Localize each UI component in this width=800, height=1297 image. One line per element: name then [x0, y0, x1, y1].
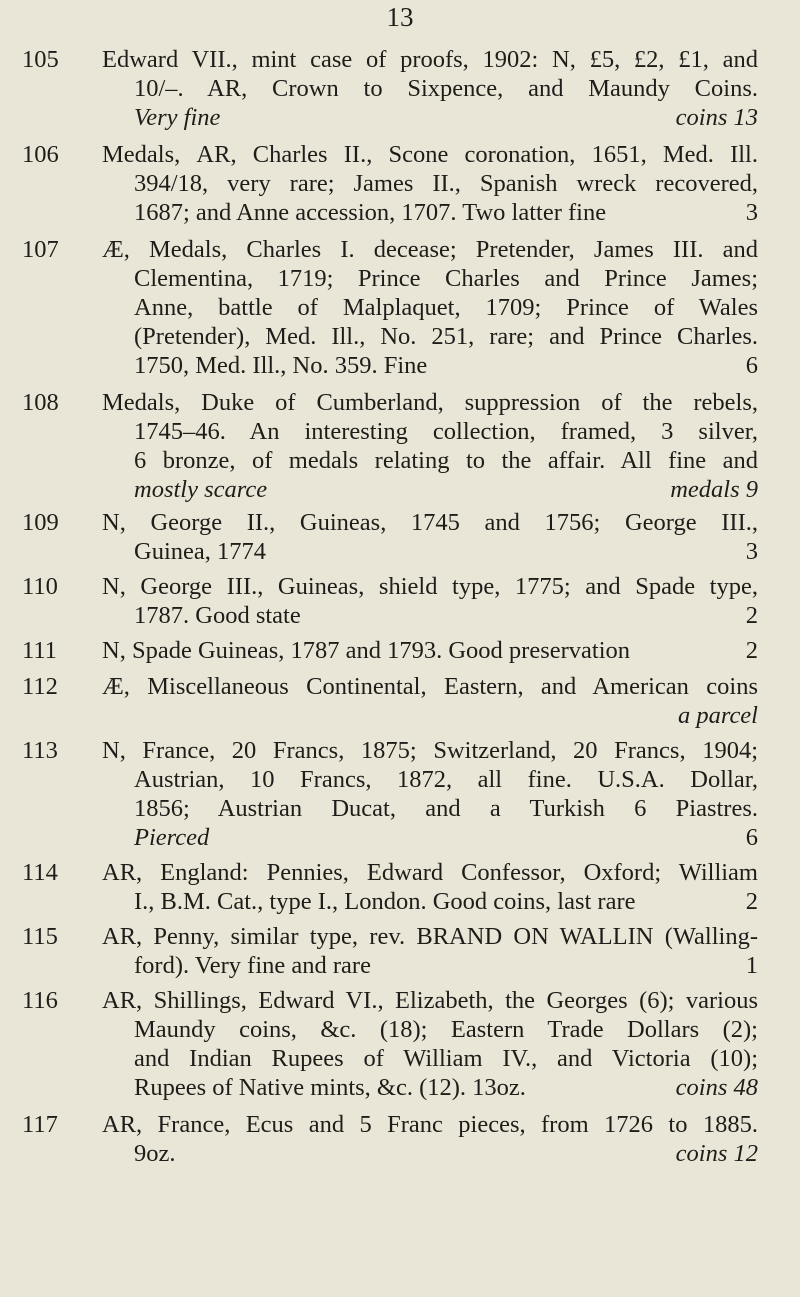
page-number: 13 — [386, 2, 414, 32]
lot-line: 1787. Good state 2 — [134, 602, 758, 629]
lot-quantity: medals 9 — [670, 476, 758, 503]
lot-description — [102, 508, 758, 566]
lot-line: Rupees of Native mints, &c. (12). 13oz. coins 48 — [134, 1074, 758, 1101]
lot-107 — [0, 235, 800, 380]
lot-quantity: 2 — [745, 602, 758, 629]
lot-108 — [0, 388, 800, 504]
lot-line: 1745–46. An interesting collection, framed, 3 silver, — [134, 418, 758, 445]
lot-line: Guinea, 1774 3 — [134, 538, 758, 565]
lot-112 — [0, 672, 800, 730]
lot-105 — [0, 45, 800, 132]
lot-116 — [0, 986, 800, 1102]
lot-quantity: 3 — [745, 538, 758, 565]
lot-line: ΑR, Shillings, Edward VI., Elizabeth, the Georges (6); various — [102, 987, 758, 1014]
lot-description — [102, 986, 758, 1102]
lot-line: Medals, ΑR, Charles II., Scone coronation, 1651, Med. Ill. — [102, 141, 758, 168]
lot-quantity: 6 — [745, 824, 758, 851]
lot-number: 109 — [22, 509, 59, 536]
lot-number: 113 — [22, 737, 58, 764]
lot-line: Anne, battle of Malplaquet, 1709; Prince of Wales — [134, 294, 758, 321]
lot-number: 116 — [22, 987, 58, 1014]
lot-description — [102, 736, 758, 852]
lot-number: 105 — [22, 46, 59, 73]
lot-line: 9oz. coins 12 — [134, 1140, 758, 1167]
lot-quantity: coins 12 — [675, 1140, 758, 1167]
lot-111 — [0, 636, 800, 665]
lot-quantity: 2 — [745, 637, 758, 664]
lot-number: 115 — [22, 923, 58, 950]
lot-description — [102, 572, 758, 630]
lot-quantity: 6 — [745, 352, 758, 379]
lot-line: ΑR, France, Ecus and 5 Franc pieces, from 1726 to 1885. — [102, 1111, 758, 1138]
lot-number: 108 — [22, 389, 59, 416]
lot-number: 117 — [22, 1111, 58, 1138]
lot-line: Ν, France, 20 Francs, 1875; Switzerland, 20 Francs, 1904; — [102, 737, 758, 764]
lot-description — [102, 922, 758, 980]
lot-quantity: 2 — [745, 888, 758, 915]
lot-line: Medals, Duke of Cumberland, suppression of the rebels, — [102, 389, 758, 416]
lot-line: 10/–. ΑR, Crown to Sixpence, and Maundy Coins. — [134, 75, 758, 102]
lot-line: Ν, George III., Guineas, shield type, 1775; and Spade type, — [102, 573, 758, 600]
lot-110 — [0, 572, 800, 630]
lot-description — [102, 140, 758, 227]
lot-description — [102, 235, 758, 380]
lot-115 — [0, 922, 800, 980]
lot-line: Maundy coins, &c. (18); Eastern Trade Dollars (2); — [134, 1016, 758, 1043]
lot-description — [102, 45, 758, 132]
lot-number: 111 — [22, 637, 57, 664]
lot-line: Pierced 6 — [134, 824, 758, 851]
lot-quantity: 3 — [745, 199, 758, 226]
lot-number: 112 — [22, 673, 58, 700]
lot-line: Edward VII., mint case of proofs, 1902: Ν, £5, £2, £1, and — [102, 46, 758, 73]
lot-description — [102, 672, 758, 729]
lot-106 — [0, 140, 800, 227]
lot-description — [102, 636, 758, 665]
lot-line: Æ, Miscellaneous Continental, Eastern, and American coins — [102, 673, 758, 700]
lot-line: Æ, Medals, Charles I. decease; Pretender, James III. and — [102, 236, 758, 263]
lot-quantity: 1 — [745, 952, 758, 979]
lot-line: Clementina, 1719; Prince Charles and Prince James; — [134, 265, 758, 292]
lot-line: mostly scarce medals 9 — [134, 476, 758, 503]
lot-number: 114 — [22, 859, 58, 886]
lot-line: Ν, George II., Guineas, 1745 and 1756; George III., — [102, 509, 758, 536]
lot-117 — [0, 1110, 800, 1168]
lot-line: 1856; Austrian Ducat, and a Turkish 6 Piastres. — [134, 795, 758, 822]
lot-number: 107 — [22, 236, 59, 263]
lot-line: ΑR, England: Pennies, Edward Confessor, Oxford; William — [102, 859, 758, 886]
lot-line: I., B.M. Cat., type I., London. Good coins, last rare 2 — [134, 888, 758, 915]
lot-number: 110 — [22, 573, 58, 600]
lot-number: 106 — [22, 141, 59, 168]
lot-line: 6 bronze, of medals relating to the affair. All fine and — [134, 447, 758, 474]
lot-line: 394/18, very rare; James II., Spanish wreck recovered, — [134, 170, 758, 197]
lot-line: 1687; and Anne accession, 1707. Two latter fine 3 — [134, 199, 758, 226]
lot-line: Ν, Spade Guineas, 1787 and 1793. Good preservation 2 — [102, 637, 758, 664]
lot-quantity: coins 13 — [675, 104, 758, 131]
lot-line: Austrian, 10 Francs, 1872, all fine. U.S.A. Dollar, — [134, 766, 758, 793]
lot-line — [134, 103, 758, 132]
lot-description — [102, 858, 758, 916]
lot-quantity: a parcel — [677, 702, 758, 729]
lot-note: Very fine — [134, 104, 221, 131]
lot-line: (Pretender), Med. Ill., No. 251, rare; and Prince Charles. — [134, 323, 758, 350]
lot-109 — [0, 508, 800, 566]
lot-114 — [0, 858, 800, 916]
lot-description — [102, 388, 758, 504]
lot-line: and Indian Rupees of William IV., and Victoria (10); — [134, 1045, 758, 1072]
lot-113 — [0, 736, 800, 852]
lot-line: ΑR, Penny, similar type, rev. BRAND ON WALLIN (Walling- — [102, 923, 758, 950]
lot-line: 1750, Med. Ill., No. 359. Fine 6 — [134, 352, 758, 379]
lot-quantity: coins 48 — [675, 1074, 758, 1101]
lot-description — [102, 1110, 758, 1168]
lot-line: ford). Very fine and rare 1 — [134, 952, 758, 979]
